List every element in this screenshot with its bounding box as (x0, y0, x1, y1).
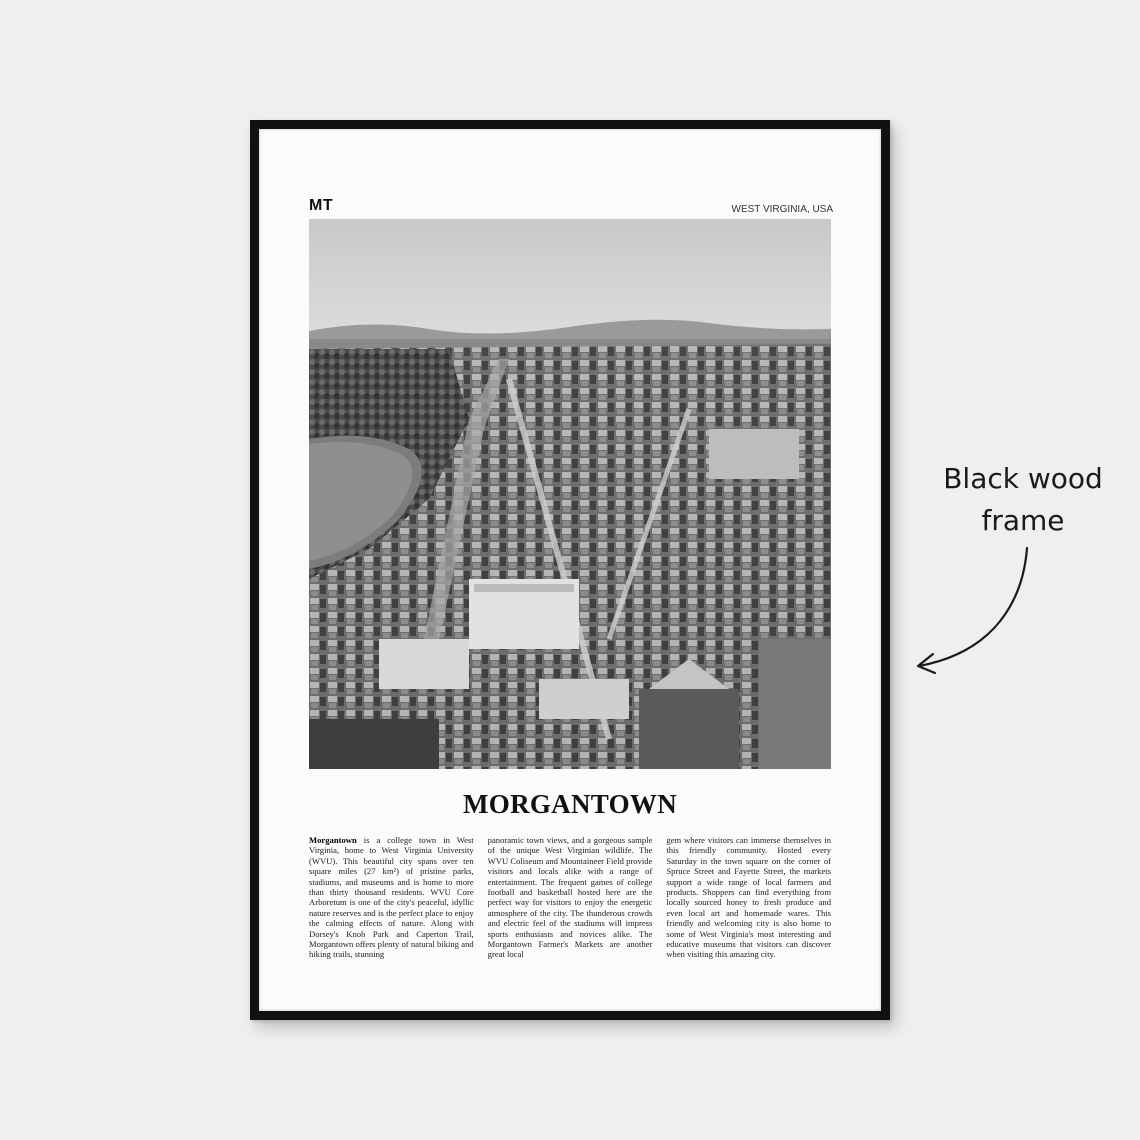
description-column-3: gem where visitors can immerse themselves in this friendly community. Hosted every Saturday in the town square on the corner of Spruce Street and Fayette Street, the markets support a wide range of local farmers and products. Shoppers can find everything from locally sourced honey to fresh produce and even local art and homemade wares. This friendly and welcoming city is also home to some of West Virginia's most interesting and educative museums that visitors can discover when visiting this amazing city. (666, 835, 832, 960)
callout-line-2: frame (981, 504, 1065, 537)
description-column-1 (309, 835, 474, 960)
frame-callout (918, 458, 1128, 542)
poster-mat (259, 129, 881, 1011)
description-columns (309, 835, 831, 960)
description-lead: Morgantown (309, 835, 357, 845)
city-abbreviation: MT (309, 197, 334, 214)
callout-line-1: Black wood (943, 462, 1103, 495)
poster-title: MORGANTOWN (462, 789, 677, 819)
curved-arrow-icon (905, 540, 1045, 680)
city-aerial-photo (309, 219, 831, 769)
black-wood-frame (250, 120, 890, 1020)
description-column-2: panoramic town views, and a gorgeous sample of the unique West Virginian wildlife. The WVU Coliseum and Mountaineer Field provide visitors and locals alike with a range of entertainment. The frequent games of college football and basketball hosted here are the perfect way for visitors to enjoy the energetic atmosphere of the city. The thunderous crowds and electric feel of the stadiums will impress sports enthusiasts and novices alike. The Morgantown Farmer's Markets are another great local (487, 835, 653, 960)
description-column-1-text: is a college town in West Virginia, home to West Virginia University (WVU). This beautiful city spans over ten square miles (27 km²) of pristine parks, stadiums, and museums and is home to more than thirty thousand residents. WVU Core Arboretum is one of the city's peaceful, idyllic nature reserves and is the perfect place to enjoy the calming effects of nature. Along with Dorsey's Knob Park and Caperton Trail, Morgantown offers plenty of natural biking and hiking trails, stunning (309, 835, 474, 960)
region-label: WEST VIRGINIA, USA (731, 204, 833, 215)
